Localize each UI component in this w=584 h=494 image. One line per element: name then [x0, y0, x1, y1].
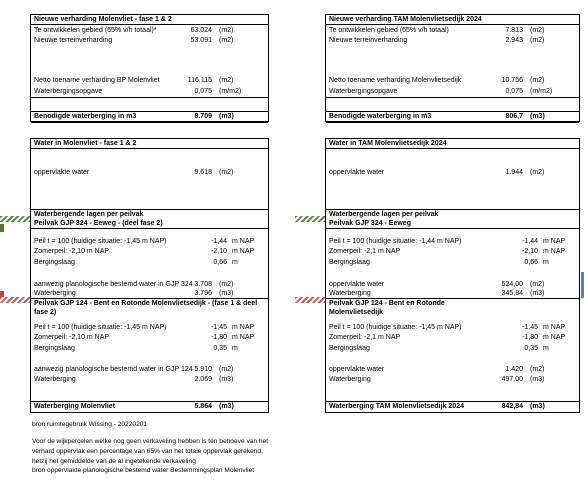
row-unit: (m2) — [530, 37, 545, 44]
row-unit: (m/m2) — [219, 88, 242, 95]
row-value: 116.115 — [187, 77, 212, 84]
total-label: Waterberging Molenvliet — [34, 403, 116, 410]
row-unit: (m2) — [219, 366, 234, 373]
row-value: -1,44 — [211, 238, 227, 245]
total-value: 842,84 — [501, 403, 523, 410]
total-value: 806,7 — [505, 113, 523, 120]
right-peilvak2-row-5 — [326, 375, 579, 384]
right-water-title-row — [326, 139, 579, 149]
row-unit: (m2) — [530, 281, 545, 288]
left-peilvak2-title: Peilvak GJP 124 - Bent en Rotonde Molenvlietsedijk - (fase 1 & deel fase 2) — [34, 300, 258, 316]
row-label: Waterberging — [329, 376, 371, 383]
left-peilvak1-row-1 — [31, 237, 268, 246]
left-water-title: Water in Molenvliet - fase 1 & 2 — [34, 140, 137, 147]
left-peilvak1-row-3 — [31, 258, 268, 267]
row-value: 10.756 — [501, 77, 523, 84]
row-label: Waterberging — [34, 376, 76, 383]
right-peilvak2-row-3 — [326, 344, 579, 353]
row-unit: (m2) — [219, 77, 234, 84]
row-value: 1.944 — [505, 169, 523, 176]
total-value: 8.709 — [194, 113, 212, 120]
right-peilvak1-row-1 — [326, 237, 579, 246]
row-label: Peil t = 100 (huidige situatie: -1,45 m NAP) — [329, 324, 462, 331]
row-label: Bergingslaag — [329, 259, 370, 266]
row-value: 9.618 — [194, 169, 212, 176]
row-value: 524,00 — [501, 281, 523, 288]
row-unit: m NAP — [232, 248, 255, 255]
right-peilvak2-title: Peilvak GJP 124 - Bent en Rotonde Molenvlietsedijk — [329, 300, 445, 316]
row-label: aanwezig planologische bestemd water in GJP 124 — [34, 366, 193, 373]
row-unit: (m2) — [219, 281, 234, 288]
right-verharding-title: Nieuwe verharding TAM Molenvlietsedijk 2024 — [329, 16, 482, 23]
left-peilvak1-title-row — [31, 219, 268, 229]
left-verharding-row-2 — [31, 36, 268, 45]
total-unit: (m3) — [219, 113, 234, 120]
row-unit: m NAP — [543, 334, 566, 341]
row-value: 0,075 — [194, 88, 212, 95]
row-value: 53.091 — [190, 37, 212, 44]
row-label: oppervlakte water — [329, 169, 385, 176]
left-verharding-row-3 — [31, 76, 268, 85]
row-label: Peil t = 100 (huidige situatie: -1,45 m NAP) — [34, 238, 167, 245]
row-label: Zomerpeil: -2,10 m NAP — [34, 334, 110, 341]
left-verharding-row-1 — [31, 26, 268, 35]
left-peilvak2-red-tab — [0, 291, 4, 297]
row-value: -2,10 — [211, 248, 227, 255]
right-peilvak2-red-marker — [295, 297, 325, 303]
row-value: 0,075 — [505, 88, 523, 95]
left-peilvak2-row-2 — [31, 333, 268, 342]
right-water-row-1 — [326, 168, 579, 177]
left-water-title-row — [31, 139, 268, 149]
right-peilvak1-title-row — [326, 219, 579, 229]
note-line-3: verhard oppervlak een percentage van 65% van het totale oppervlak gerekend, — [32, 448, 263, 455]
row-unit: (m2) — [219, 37, 234, 44]
right-water-title: Water in TAM Molenvlietsedijk 2024 — [329, 140, 447, 147]
left-peilvak1-row-4 — [31, 280, 268, 289]
left-peilvak1-row-5 — [31, 289, 268, 299]
row-value: -1,44 — [522, 238, 538, 245]
left-total-row — [31, 401, 268, 412]
row-value: 497,00 — [501, 376, 523, 383]
left-water-row-1 — [31, 168, 268, 177]
left-lagen-title-row — [31, 209, 268, 219]
row-label: oppervlakte water — [329, 281, 385, 288]
row-value: -1,80 — [522, 334, 538, 341]
row-unit: (m3) — [530, 290, 545, 297]
row-unit: (m2) — [219, 169, 234, 176]
row-unit: (m2) — [530, 169, 545, 176]
right-peilvak2-row-4 — [326, 365, 579, 374]
row-label: Netto toename verharding Molenvlietsedijk — [329, 77, 462, 84]
row-unit: (m/m2) — [530, 88, 553, 95]
total-unit: (m3) — [530, 403, 545, 410]
row-value: 345,84 — [501, 290, 523, 297]
total-unit: (m3) — [219, 403, 234, 410]
note-line-2: Voor de wijkpercelen welke nog geen verkaveling hebben is ten behoeve van het — [32, 438, 269, 445]
row-unit: m NAP — [232, 238, 255, 245]
left-peilvak2-row-1 — [31, 323, 268, 332]
right-lagen-title-row — [326, 209, 579, 219]
left-peilvak2-row-4 — [31, 365, 268, 374]
row-unit: m — [543, 259, 549, 266]
left-lagen-title: Waterbergende lagen per peilvak — [34, 211, 144, 218]
right-peilvak1-green-marker — [295, 216, 325, 222]
right-verharding-row-1 — [326, 26, 579, 35]
row-label: Te ontwikkelen gebied (65% v/h totaal) — [329, 27, 449, 34]
left-peilvak2-row-3 — [31, 344, 268, 353]
left-verharding-block — [30, 14, 269, 122]
right-lagen-title: Waterbergende lagen per peilvak — [329, 211, 439, 218]
right-verharding-row-3 — [326, 76, 579, 85]
note-line-5: bron oppervlakte planologische bestemd water Bestemmingsplan Molenvliet — [32, 467, 255, 474]
row-value: -1,80 — [211, 334, 227, 341]
row-value: 0,35 — [524, 345, 538, 352]
row-label: Te ontwikkelen gebied (65% v/h totaal)* — [34, 27, 157, 34]
right-verharding-row-4 — [326, 87, 579, 98]
left-verharding-title: Nieuwe verharding Molenvliet - fase 1 & 2 — [34, 16, 172, 23]
total-value: 5.864 — [194, 403, 212, 410]
left-peilvak1-green-tab — [0, 224, 4, 232]
row-label: Waterbergingsopgave — [329, 88, 398, 95]
left-water-block — [30, 138, 269, 413]
row-label: Bergingslaag — [34, 345, 75, 352]
row-label: Peil t = 100 (huidige situatie: -1,44 m NAP) — [329, 238, 462, 245]
left-peilvak1-green-marker — [0, 216, 30, 222]
row-value: 0,66 — [213, 259, 227, 266]
note-line-4: hetzij het gemiddelde van de al ingetekende verkaveling — [32, 458, 196, 465]
row-value: 3.796 — [194, 290, 212, 297]
row-value: -1,45 — [522, 324, 538, 331]
row-label: Waterberging — [329, 290, 371, 297]
left-peilvak1-row-2 — [31, 247, 268, 256]
total-label: Benodigde waterberging in m3 — [329, 113, 432, 120]
right-verharding-row-2 — [326, 36, 579, 45]
row-unit: m NAP — [543, 238, 566, 245]
left-peilvak2-row-5 — [31, 375, 268, 384]
row-label: Bergingslaag — [34, 259, 75, 266]
row-value: -2,10 — [522, 248, 538, 255]
row-unit: m — [232, 259, 238, 266]
right-peilvak2-row-1 — [326, 323, 579, 332]
right-peilvak1-row-2 — [326, 247, 579, 256]
right-peilvak2-title-row — [326, 299, 579, 317]
row-unit: (m2) — [530, 77, 545, 84]
row-unit: (m2) — [530, 366, 545, 373]
row-label: Waterberging — [34, 290, 76, 297]
row-unit: m — [232, 345, 238, 352]
row-label: Waterbergingsopgave — [34, 88, 103, 95]
row-unit: m NAP — [232, 334, 255, 341]
row-value: 63.024 — [190, 27, 212, 34]
row-unit: (m2) — [219, 27, 234, 34]
row-unit: (m2) — [530, 27, 545, 34]
note-line-1: bron ruimtegebruik Wissing - 20220201 — [32, 421, 148, 428]
right-verharding-total-row — [326, 111, 579, 123]
right-peilvak1-row-5 — [326, 289, 579, 299]
row-label: oppervlakte water — [329, 366, 385, 373]
row-value: -1,45 — [211, 324, 227, 331]
row-unit: m — [543, 345, 549, 352]
row-label: oppervlakte water — [34, 169, 90, 176]
right-water-block — [325, 138, 580, 413]
row-unit: m NAP — [543, 248, 566, 255]
left-peilvak1-title: Peilvak GJP 324 - Eeweg - (deel fase 2) — [34, 220, 163, 227]
total-label: Waterberging TAM Molenvlietsedijk 2024 — [329, 403, 464, 410]
right-peilvak1-row-3 — [326, 258, 579, 267]
row-label: aanwezig planologische bestemd water in GJP 324 — [34, 281, 193, 288]
right-peilvak1-row-4 — [326, 280, 579, 289]
row-label: Bergingslaag — [329, 345, 370, 352]
right-peilvak1-title: Peilvak GJP 324 - Eeweg — [329, 220, 411, 227]
right-peilvak2-row-2 — [326, 333, 579, 342]
row-label: Zomerpeil: -2,10 m NAP — [34, 248, 110, 255]
row-value: 0,66 — [524, 259, 538, 266]
left-peilvak2-title-row — [31, 299, 268, 317]
left-verharding-total-row — [31, 111, 268, 123]
right-total-row — [326, 401, 579, 412]
total-unit: (m3) — [530, 113, 545, 120]
row-value: 2.943 — [505, 37, 523, 44]
row-label: Zomerpeil: -2,1 m NAP — [329, 334, 401, 341]
left-verharding-title-row — [31, 15, 268, 25]
row-value: 5.910 — [194, 366, 212, 373]
row-unit: (m3) — [219, 376, 234, 383]
row-value: 1.420 — [505, 366, 523, 373]
row-label: Netto toename verharding BP Molenvliet — [34, 77, 160, 84]
row-label: Peil t = 100 (huidige situatie: -1,45 m NAP) — [34, 324, 167, 331]
row-value: 7.813 — [505, 27, 523, 34]
total-label: Benodigde waterberging in m3 — [34, 113, 137, 120]
row-label: Nieuwe terreinverharding — [329, 37, 408, 44]
row-value: 0,35 — [213, 345, 227, 352]
left-peilvak2-red-marker — [0, 297, 30, 303]
right-verharding-title-row — [326, 15, 579, 25]
row-unit: m NAP — [543, 324, 566, 331]
row-label: Nieuwe terreinverharding — [34, 37, 113, 44]
row-unit: (m3) — [530, 376, 545, 383]
row-unit: (m3) — [219, 290, 234, 297]
left-verharding-row-4 — [31, 87, 268, 98]
row-value: 2.069 — [194, 376, 212, 383]
row-label: Zomerpeil: -2,1 m NAP — [329, 248, 401, 255]
row-unit: m NAP — [232, 324, 255, 331]
right-verharding-block — [325, 14, 580, 122]
row-value: 3.708 — [194, 281, 212, 288]
